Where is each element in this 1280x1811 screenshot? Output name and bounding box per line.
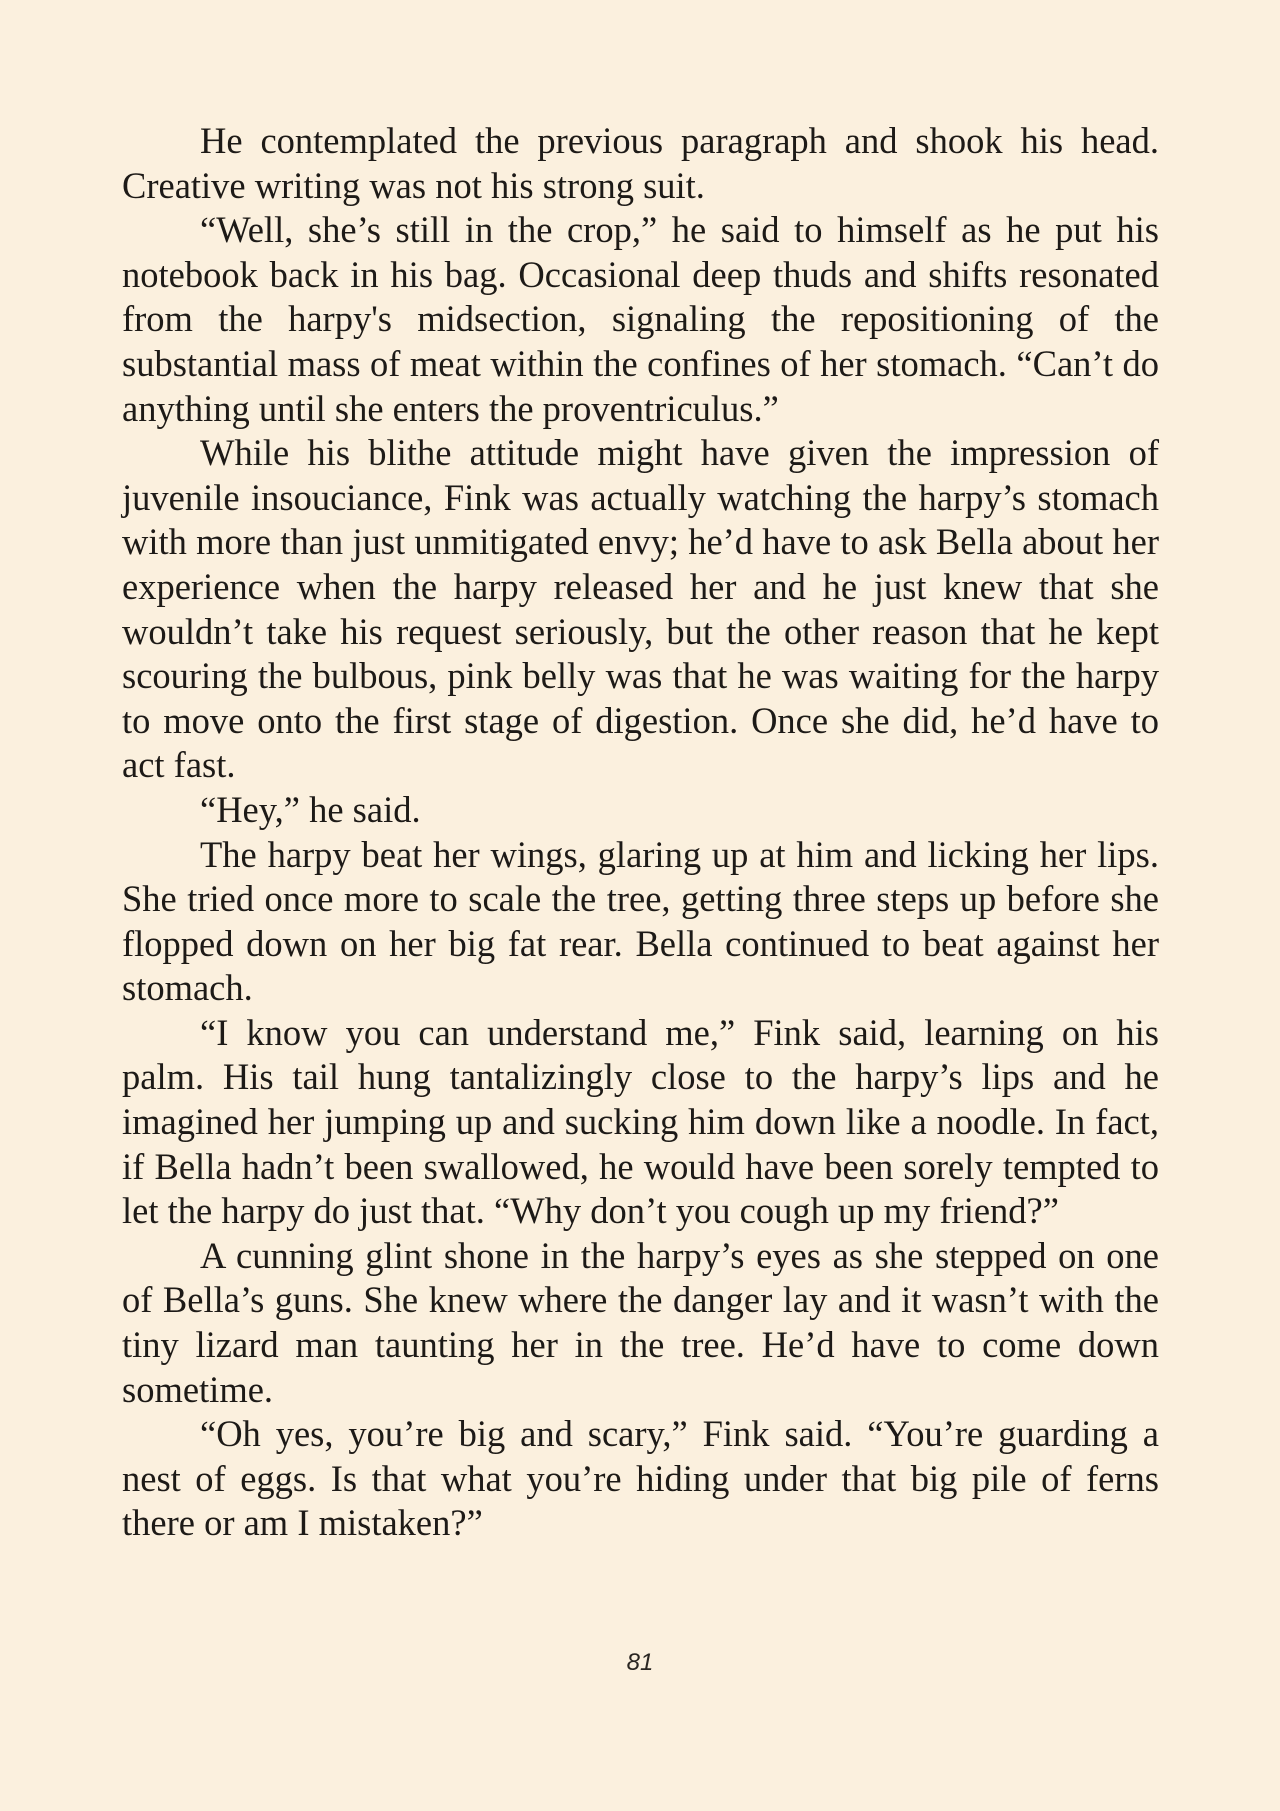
paragraph: “Well, she’s still in the crop,” he said to himself as he put his notebook back in his bag. Occasional deep thuds and shifts resonated from the harpy's midsection, signaling the repositioning of the substantial mass of meat within the confines of her stomach. “Can’t do anything until she enters the proventriculus.” bbox=[122, 209, 1159, 429]
page-number: 81 bbox=[626, 1649, 654, 1676]
page-body bbox=[122, 119, 1159, 1546]
paragraph: A cunning glint shone in the harpy’s eyes as she stepped on one of Bella’s guns. She knew where the danger lay and it wasn’t with the tiny lizard man taunting her in the tree. He’d have to come down sometime. bbox=[122, 1234, 1159, 1410]
paragraph: “Oh yes, you’re big and scary,” Fink said. “You’re guarding a nest of eggs. Is that what you’re hiding under that big pile of ferns there or am I mistaken?” bbox=[122, 1413, 1159, 1544]
paragraph: “I know you can understand me,” Fink said, learning on his palm. His tail hung tantalizingly close to the harpy’s lips and he imagined her jumping up and sucking him down like a noodle. In fact, if Bella hadn’t been swallowed, he would have been sorely tempted to let the harpy do just that. “Why don’t you cough up my friend?” bbox=[122, 1011, 1159, 1232]
paragraph: He contemplated the previous paragraph and shook his head. Creative writing was not his strong suit. bbox=[122, 120, 1159, 206]
paragraph: The harpy beat her wings, glaring up at him and licking her lips. She tried once more to scale the tree, getting three steps up before she flopped down on her big fat rear. Bella continued to beat against her stomach. bbox=[122, 833, 1159, 1009]
paragraph: While his blithe attitude might have given the impression of juvenile insouciance, Fink was actually watching the harpy’s stomach with more than just unmitigated envy; he’d have to ask Bella about her experience when the harpy released her and he just knew that she wouldn’t take his request seriously, but the other reason that he kept scouring the bulbous, pink belly was that he was waiting for the harpy to move onto the first stage of digestion. Once she did, he’d have to act fast. bbox=[122, 432, 1159, 786]
paragraph: “Hey,” he said. bbox=[200, 788, 421, 830]
